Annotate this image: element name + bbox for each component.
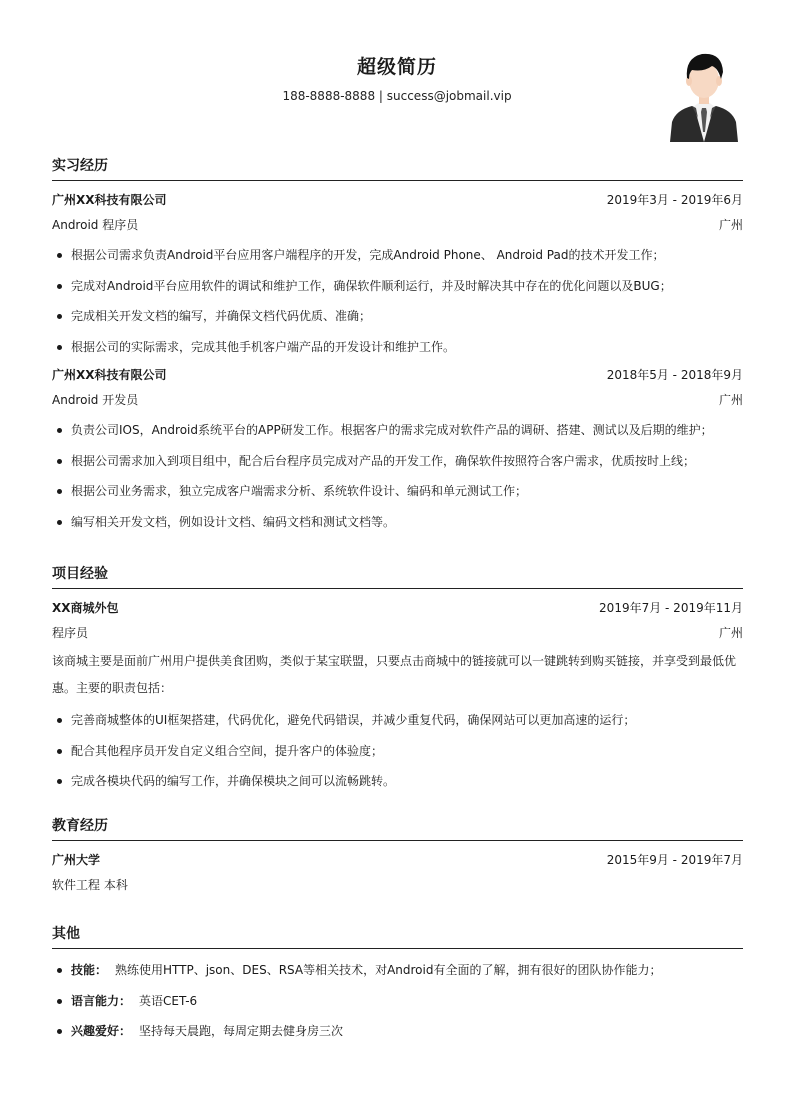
item-label: 技能： [71, 963, 108, 977]
section-title-internship: 实习经历 [52, 151, 743, 181]
school-name: 广州大学 [52, 853, 101, 867]
job-location: 广州 [718, 393, 743, 407]
entry-period: 2019年3月 - 2019年6月 [606, 193, 743, 207]
entry-subheader [52, 212, 743, 237]
internship-section [52, 151, 743, 537]
list-item: 根据公司需求负责Android平台应用客户端程序的开发，完成Android Phone、 Android Pad的技术开发工作； [52, 240, 743, 271]
section-title-education: 教育经历 [52, 811, 743, 841]
list-item: 完善商城整体的UI框架搭建，代码优化，避免代码错误，并减少重复代码，确保网站可以更加高速的运行； [52, 705, 743, 736]
item-value: 英语CET-6 [139, 993, 198, 1008]
contact-info: 188-8888-8888 | success@jobmail.vip [282, 89, 512, 103]
list-item: 完成相关开发文档的编写，并确保文档代码优质、准确； [52, 301, 743, 332]
project-subheader [52, 620, 743, 645]
project-responsibility-list [52, 705, 743, 797]
major-degree: 软件工程 本科 [52, 878, 128, 892]
project-header [52, 595, 743, 620]
responsibility-list [52, 415, 743, 537]
entry-header [52, 362, 743, 387]
list-item: 根据公司需求加入到项目组中，配合后台程序员完成对产品的开发工作，确保软件按照符合客户需求，优质按时上线； [52, 446, 743, 477]
resume-name: 超级简历 [356, 56, 437, 78]
item-label: 语言能力： [71, 993, 132, 1008]
education-period: 2015年9月 - 2019年7月 [606, 853, 743, 867]
project-name: XX商城外包 [52, 601, 119, 615]
avatar [668, 46, 740, 142]
list-item [52, 986, 743, 1017]
list-item: 编写相关开发文档，例如设计文档、编码文档和测试文档等。 [52, 507, 743, 538]
internship-entry-1 [52, 187, 743, 362]
company-name: 广州XX科技有限公司 [52, 368, 167, 382]
item-value: 熟练使用HTTP、json、DES、RSA等相关技术，对Android有全面的了解，拥有很好的团队协作能力； [115, 963, 662, 977]
entry-subheader [52, 387, 743, 412]
responsibility-list [52, 240, 743, 362]
education-header [52, 847, 743, 872]
list-item: 完成各模块代码的编写工作，并确保模块之间可以流畅跳转。 [52, 766, 743, 797]
list-item [52, 1016, 743, 1047]
section-title-project: 项目经验 [52, 559, 743, 589]
job-location: 广州 [718, 218, 743, 232]
project-period: 2019年7月 - 2019年11月 [599, 601, 743, 615]
section-title-other: 其他 [52, 919, 743, 949]
project-section [52, 559, 743, 797]
job-role: Android 开发员 [52, 393, 139, 407]
list-item: 根据公司的实际需求，完成其他手机客户端产品的开发设计和维护工作。 [52, 332, 743, 363]
list-item: 配合其他程序员开发自定义组合空间，提升客户的体验度； [52, 736, 743, 767]
other-section [52, 919, 743, 1047]
other-list [52, 955, 743, 1047]
list-item: 根据公司业务需求，独立完成客户端需求分析、系统软件设计、编码和单元测试工作； [52, 476, 743, 507]
list-item: 负责公司IOS，Android系统平台的APP研发工作。根据客户的需求完成对软件产品的调研、搭建、测试以及后期的维护； [52, 415, 743, 446]
project-role: 程序员 [52, 626, 89, 640]
list-item [52, 955, 743, 986]
education-section [52, 811, 743, 897]
item-label: 兴趣爱好： [71, 1024, 132, 1038]
list-item: 完成对Android平台应用软件的调试和维护工作，确保软件顺利运行，并及时解决其中存在的优化问题以及BUG； [52, 271, 743, 302]
education-subheader [52, 872, 743, 897]
resume-header [0, 0, 794, 150]
job-role: Android 程序员 [52, 218, 139, 232]
company-name: 广州XX科技有限公司 [52, 193, 167, 207]
entry-header [52, 187, 743, 212]
internship-entry-2 [52, 362, 743, 537]
project-description: 该商城主要是面前广州用户提供美食团购，类似于某宝联盟，只要点击商城中的链接就可以一键跳转到购买链接，并享受到最低优惠。主要的职责包括： [52, 654, 737, 695]
entry-period: 2018年5月 - 2018年9月 [606, 368, 743, 382]
project-location: 广州 [718, 626, 743, 640]
item-value: 坚持每天晨跑，每周定期去健身房三次 [139, 1024, 344, 1038]
